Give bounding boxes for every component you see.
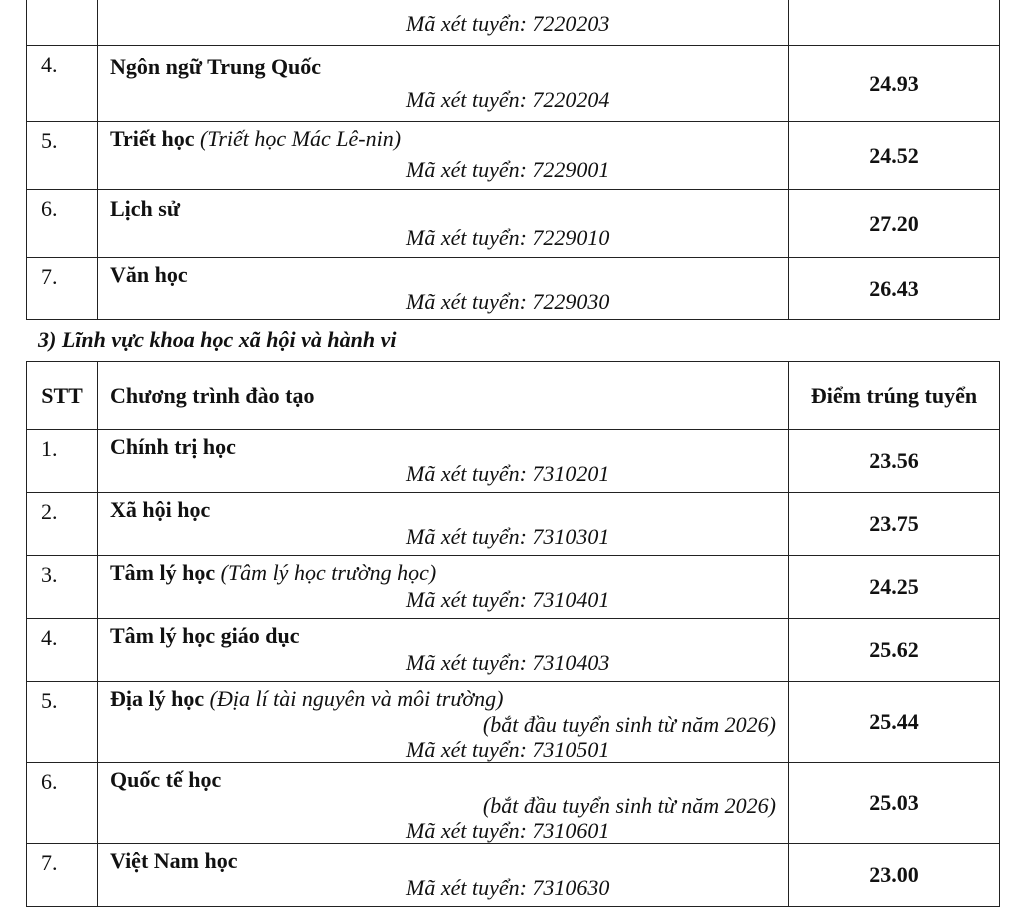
admission-code: Mã xét tuyển: 7310301 bbox=[406, 524, 610, 549]
admission-score bbox=[789, 0, 1000, 46]
admission-code: Mã xét tuyển: 7310601 bbox=[406, 818, 610, 843]
table-row bbox=[27, 190, 1000, 258]
admission-score: 25.44 bbox=[789, 682, 1000, 763]
admission-code: Mã xét tuyển: 7310201 bbox=[406, 461, 610, 486]
row-number: 6. bbox=[27, 190, 98, 258]
admission-score: 26.43 bbox=[789, 258, 1000, 320]
program-cell bbox=[98, 46, 789, 122]
table-row bbox=[27, 430, 1000, 493]
admission-code: Mã xét tuyển: 7229001 bbox=[406, 157, 610, 182]
row-number: 5. bbox=[27, 682, 98, 763]
program-name: Chính trị học bbox=[110, 434, 236, 459]
row-number: 5. bbox=[27, 122, 98, 190]
row-number: 7. bbox=[27, 258, 98, 320]
program-cell bbox=[98, 258, 789, 320]
program-cell bbox=[98, 0, 789, 46]
table-row bbox=[27, 258, 1000, 320]
table-row bbox=[27, 122, 1000, 190]
admission-score: 25.03 bbox=[789, 763, 1000, 844]
admission-code: Mã xét tuyển: 7220203 bbox=[406, 11, 610, 36]
program-subtitle: (Địa lí tài nguyên và môi trường) bbox=[209, 686, 504, 711]
program-name: Địa lý học bbox=[110, 686, 205, 711]
admission-score: 27.20 bbox=[789, 190, 1000, 258]
bottom-table bbox=[26, 361, 1000, 907]
program-cell bbox=[98, 430, 789, 493]
table-row bbox=[27, 0, 1000, 46]
table-row bbox=[27, 682, 1000, 763]
row-number: 1. bbox=[27, 430, 98, 493]
program-cell bbox=[98, 556, 789, 619]
row-number: 4. bbox=[27, 46, 98, 122]
section-title: 3) Lĩnh vực khoa học xã hội và hành vi bbox=[38, 327, 397, 352]
program-name: Ngôn ngữ Trung Quốc bbox=[110, 54, 322, 79]
program-name: Xã hội học bbox=[110, 497, 211, 522]
program-subtitle: (Tâm lý học trường học) bbox=[220, 560, 437, 585]
row-number: 3. bbox=[27, 556, 98, 619]
admission-code: Mã xét tuyển: 7310630 bbox=[406, 875, 610, 900]
admission-score: 24.52 bbox=[789, 122, 1000, 190]
admission-score: 23.75 bbox=[789, 493, 1000, 556]
program-cell bbox=[98, 844, 789, 907]
row-number: 6. bbox=[27, 763, 98, 844]
top-table bbox=[26, 0, 1000, 320]
admission-score: 23.00 bbox=[789, 844, 1000, 907]
program-name: Tâm lý học giáo dục bbox=[110, 623, 300, 648]
program-cell bbox=[98, 122, 789, 190]
row-number: 7. bbox=[27, 844, 98, 907]
program-name: Triết học bbox=[110, 126, 195, 151]
table-row bbox=[27, 493, 1000, 556]
row-number bbox=[27, 0, 98, 46]
program-name: Quốc tế học bbox=[110, 767, 222, 792]
admission-code: Mã xét tuyển: 7229010 bbox=[406, 225, 610, 250]
admission-score: 25.62 bbox=[789, 619, 1000, 682]
program-name: Việt Nam học bbox=[110, 848, 238, 873]
program-cell bbox=[98, 190, 789, 258]
table-row bbox=[27, 844, 1000, 907]
enrollment-note: (bắt đầu tuyển sinh từ năm 2026) bbox=[482, 712, 776, 737]
admission-score: 24.93 bbox=[789, 46, 1000, 122]
program-name: Lịch sử bbox=[110, 196, 181, 221]
program-name: Tâm lý học bbox=[110, 560, 216, 585]
header-program: Chương trình đào tạo bbox=[98, 362, 789, 430]
admission-score: 23.56 bbox=[789, 430, 1000, 493]
table-row bbox=[27, 46, 1000, 122]
admission-code: Mã xét tuyển: 7229030 bbox=[406, 289, 610, 314]
header-score: Điểm trúng tuyển bbox=[789, 362, 1000, 430]
table-header-row bbox=[27, 362, 1000, 430]
admission-code: Mã xét tuyển: 7310403 bbox=[406, 650, 610, 675]
program-cell bbox=[98, 619, 789, 682]
program-cell bbox=[98, 682, 789, 763]
program-cell bbox=[98, 763, 789, 844]
program-cell bbox=[98, 493, 789, 556]
table-row bbox=[27, 763, 1000, 844]
admission-code: Mã xét tuyển: 7310401 bbox=[406, 587, 610, 612]
program-name: Văn học bbox=[110, 262, 188, 287]
enrollment-note: (bắt đầu tuyển sinh từ năm 2026) bbox=[482, 793, 776, 818]
program-subtitle: (Triết học Mác Lê-nin) bbox=[200, 126, 402, 151]
table-row bbox=[27, 556, 1000, 619]
table-row bbox=[27, 619, 1000, 682]
admission-score: 24.25 bbox=[789, 556, 1000, 619]
header-stt: STT bbox=[27, 362, 98, 430]
row-number: 2. bbox=[27, 493, 98, 556]
admission-code: Mã xét tuyển: 7220204 bbox=[406, 87, 610, 112]
admission-code: Mã xét tuyển: 7310501 bbox=[406, 737, 610, 762]
row-number: 4. bbox=[27, 619, 98, 682]
